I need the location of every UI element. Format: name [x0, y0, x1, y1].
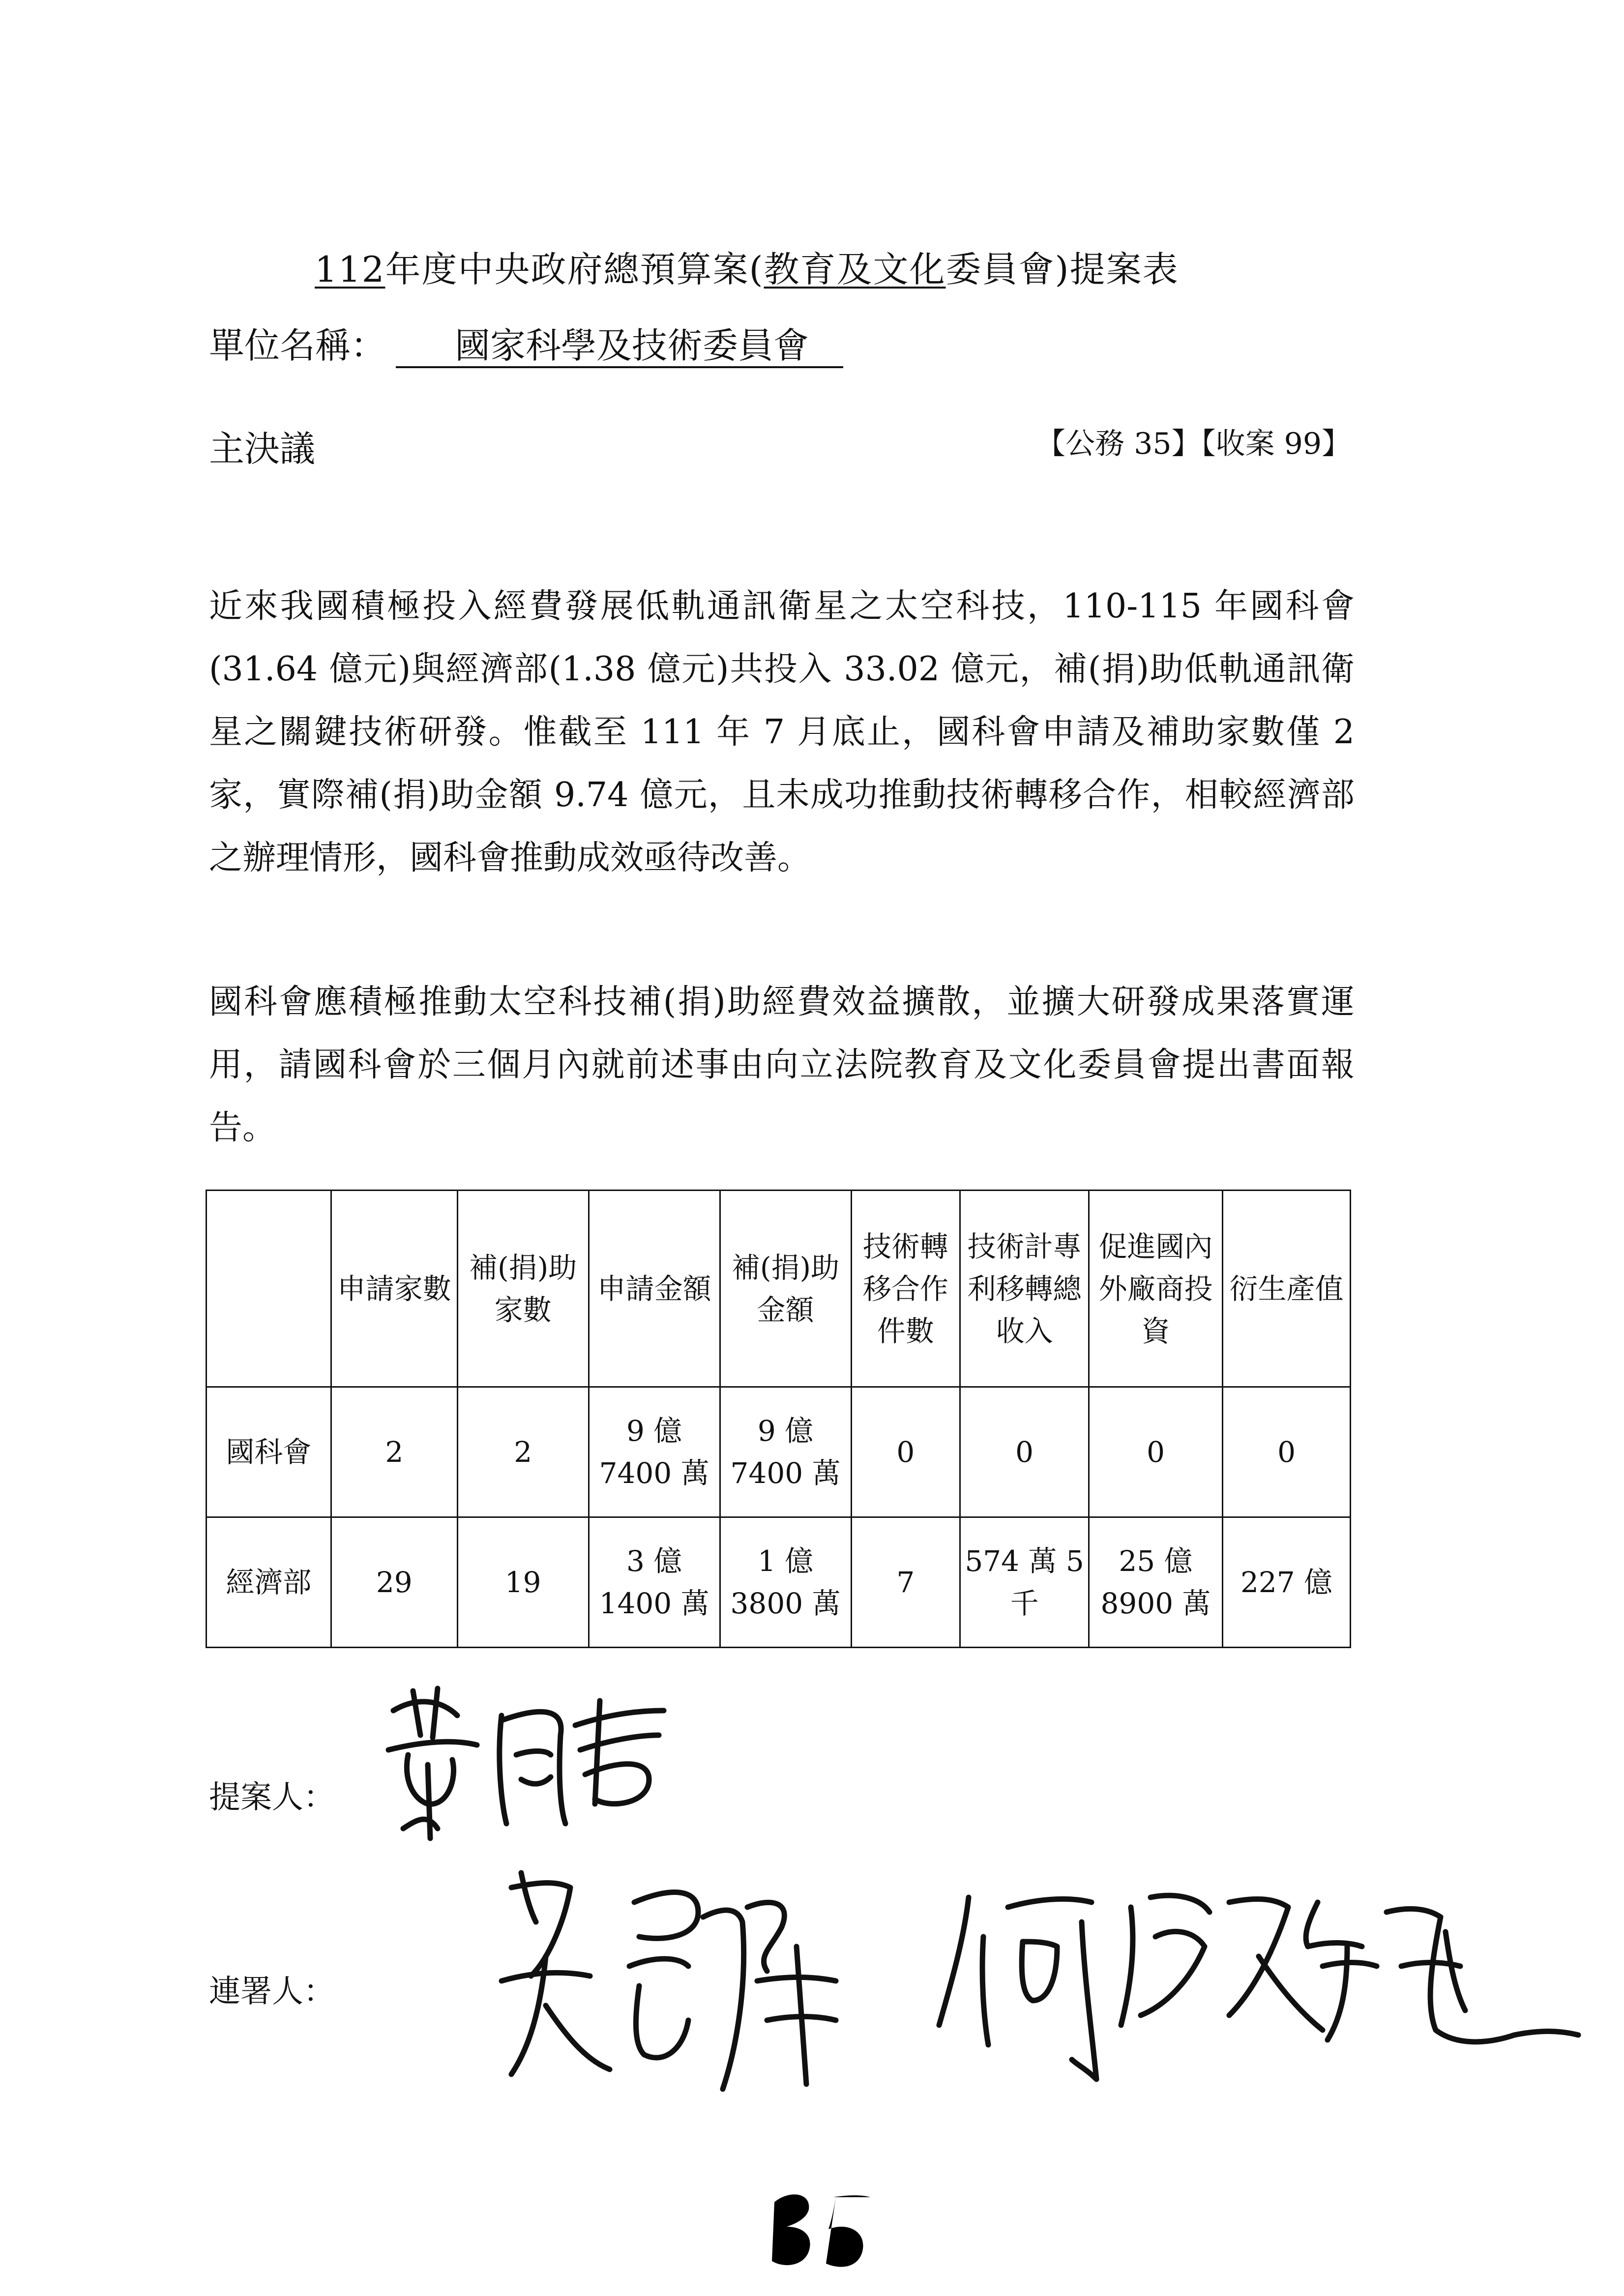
table-cell: 574 萬 5 千: [960, 1517, 1089, 1648]
table-cell: 9 億 7400 萬: [720, 1387, 851, 1517]
proposer-label: 提案人：: [209, 1779, 335, 1816]
header-cell: 衍生產值: [1223, 1191, 1351, 1387]
table-cell: 0: [851, 1387, 960, 1517]
table-cell: 1 億 3800 萬: [720, 1517, 851, 1648]
row-label: 經濟部: [207, 1517, 331, 1648]
table-cell: 2: [457, 1387, 589, 1517]
header-cell: 申請家數: [331, 1191, 457, 1387]
header-cell: 促進國內外廠商投資: [1089, 1191, 1223, 1387]
statistics-table: [206, 1190, 1351, 1648]
title-middle: 年度中央政府總預算案(: [385, 249, 764, 290]
table-cell: 29: [331, 1517, 457, 1648]
page-number-text: 35: [765, 2182, 766, 2183]
title-end: 委員會)提案表: [945, 249, 1179, 290]
table-cell: 2: [331, 1387, 457, 1517]
table-cell: 25 億 8900 萬: [1089, 1517, 1223, 1648]
table-row: [207, 1517, 1351, 1648]
header-cell: 技術轉移合作件數: [851, 1191, 960, 1387]
title-committee: 教育及文化: [764, 249, 946, 290]
document-title: [315, 241, 1328, 292]
unit-name: 國家科學及技術委員會: [396, 325, 843, 368]
proposer-signature: [374, 1681, 679, 1843]
unit-row: [209, 317, 843, 368]
table-row: [207, 1387, 1351, 1517]
table-cell: 19: [457, 1517, 589, 1648]
header-cell: 補(捐)助金額: [720, 1191, 851, 1387]
table-cell: 227 億: [1223, 1517, 1351, 1648]
header-cell: 技術計專利移轉總收入: [960, 1191, 1089, 1387]
cosigner-label: 連署人：: [209, 1974, 335, 2010]
table-cell: 7: [851, 1517, 960, 1648]
resolution-label: 主決議: [209, 428, 316, 469]
page-number: [765, 2182, 873, 2281]
header-cell: 申請金額: [589, 1191, 720, 1387]
case-tag: 【公務 35】【收案 99】: [1036, 427, 1351, 461]
row-label: 國科會: [207, 1387, 331, 1517]
header-cell: [207, 1191, 331, 1387]
table-cell: 0: [960, 1387, 1089, 1517]
unit-label: 單位名稱：: [209, 325, 386, 366]
table-cell: 0: [1089, 1387, 1223, 1517]
paragraph-background: 近來我國積極投入經費發展低軌通訊衛星之太空科技，110-115 年國科會(31.64 億元)與經濟部(1.38 億元)共投入 33.02 億元，補(捐)助低軌通訊衛星之關鍵技術研發。惟截至 111 年 7 月底止，國科會申請及補助家數僅 2 家，實際補(捐)助金額 9.74 億元，且未成功推動技術轉移合作，相較經濟部之辦理情形，國科會推動成效亟待改善。: [209, 587, 1355, 877]
table-cell: 0: [1223, 1387, 1351, 1517]
table-cell: 9 億 7400 萬: [589, 1387, 720, 1517]
title-year: 112: [315, 249, 385, 290]
cosigner-signature-1: [492, 1858, 934, 2104]
cosigner-signature-2: [934, 1868, 1583, 2089]
table-cell: 3 億 1400 萬: [589, 1517, 720, 1648]
header-cell: 補(捐)助家數: [457, 1191, 589, 1387]
paragraph-request: 國科會應積極推動太空科技補(捐)助經費效益擴散，並擴大研發成果落實運用，請國科會於三個月內就前述事由向立法院教育及文化委員會提出書面報告。: [209, 983, 1355, 1147]
table-header-row: [207, 1191, 1351, 1387]
